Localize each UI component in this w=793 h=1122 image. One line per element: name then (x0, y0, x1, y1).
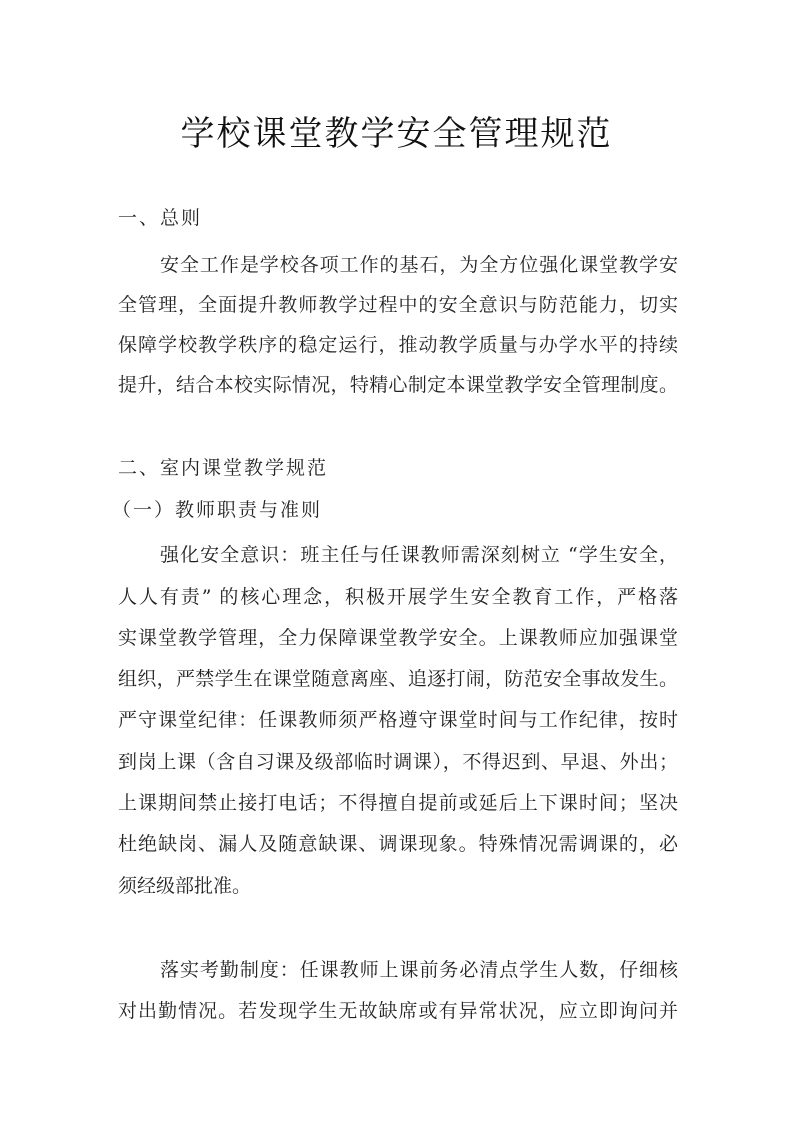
paragraph-line: 提升，结合本校实际情况，特精心制定本课堂教学安全管理制度。 (118, 374, 678, 396)
subsection-heading-teacher-duties: （一）教师职责与准则 (112, 499, 323, 521)
paragraph-line: 强化安全意识：班主任与任课教师需深刻树立 “学生安全， (160, 544, 678, 566)
paragraph-line: 保障学校教学秩序的稳定运行，推动教学质量与办学水平的持续 (118, 334, 678, 356)
paragraph-line: 人人有责” 的核心理念，积极开展学生安全教育工作，严格落 (118, 586, 678, 608)
section-heading-classroom: 二、室内课堂教学规范 (118, 457, 329, 479)
paragraph-line: 严守课堂纪律：任课教师须严格遵守课堂时间与工作纪律，按时 (118, 709, 678, 731)
paragraph-line: 杜绝缺岗、漏人及随意缺课、调课现象。特殊情况需调课的，必 (118, 833, 678, 855)
paragraph-line: 到岗上课（含自习课及级部临时调课），不得迟到、早退、外出； (118, 751, 678, 773)
paragraph-line: 全管理，全面提升教师教学过程中的安全意识与防范能力，切实 (118, 294, 678, 316)
paragraph-line: 对出勤情况。若发现学生无故缺席或有异常状况，应立即询问并 (118, 1000, 678, 1022)
paragraph-line: 落实考勤制度：任课教师上课前务必清点学生人数，仔细核 (160, 959, 678, 981)
paragraph-line: 须经级部批准。 (118, 875, 252, 897)
paragraph-line: 上课期间禁止接打电话；不得擅自提前或延后上下课时间；坚决 (118, 792, 678, 814)
section-heading-general: 一、总则 (118, 207, 203, 229)
document-title: 学校课堂教学安全管理规范 (180, 114, 613, 154)
paragraph-line: 安全工作是学校各项工作的基石，为全方位强化课堂教学安 (160, 254, 678, 276)
paragraph-line: 实课堂教学管理，全力保障课堂教学安全。上课教师应加强课堂 (118, 627, 678, 649)
paragraph-line: 组织，严禁学生在课堂随意离座、追逐打闹，防范安全事故发生。 (118, 668, 678, 690)
